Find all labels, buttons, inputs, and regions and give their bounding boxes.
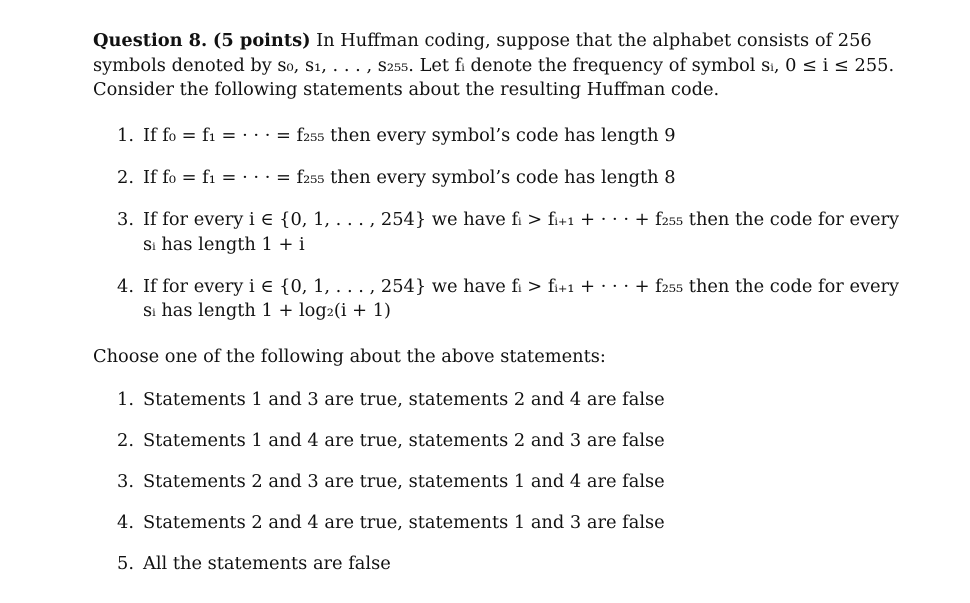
statement-text-line-2: sᵢ has length 1 + log₂(i + 1) [143, 300, 391, 321]
statement-text: If f₀ = f₁ = · · · = f₂₅₅ then every symbol’s code has length 8 [143, 167, 676, 188]
choice-text: Statements 1 and 4 are true, statements 2 and 3 are false [143, 430, 665, 451]
statement-text-line-2: sᵢ has length 1 + i [143, 233, 305, 255]
statement-4 [93, 275, 913, 324]
choice-1[interactable] [93, 388, 913, 413]
choice-2[interactable] [93, 429, 913, 454]
choice-text: Statements 2 and 3 are true, statements 1 and 4 are false [143, 471, 665, 492]
statement-1 [93, 124, 913, 149]
statement-number: 4. [117, 275, 134, 297]
statement-list [93, 124, 913, 341]
statement-text-line-1: If for every i ∈ {0, 1, . . . , 254} we have fᵢ > fᵢ₊₁ + · · · + f₂₅₅ then the code for every [143, 275, 900, 297]
question-page [93, 0, 913, 603]
choice-number: 5. [117, 553, 134, 574]
intro-line-3: Consider the following statements about the resulting Huffman code. [93, 79, 720, 100]
question-points: (5 points) [212, 30, 311, 51]
statement-number: 2. [117, 167, 134, 188]
choice-5[interactable] [93, 552, 913, 577]
question-label: Question 8. [93, 30, 208, 51]
intro-line-1 [93, 29, 913, 54]
question-intro [93, 29, 913, 103]
statement-2 [93, 166, 913, 191]
statement-number: 1. [117, 125, 134, 146]
choice-text: Statements 2 and 4 are true, statements 1 and 3 are false [143, 512, 665, 533]
choice-4[interactable] [93, 511, 913, 536]
statement-3 [93, 208, 913, 257]
statement-number: 3. [117, 209, 134, 230]
intro-line-2: symbols denoted by s₀, s₁, . . . , s₂₅₅. Let fᵢ denote the frequency of symbol sᵢ, 0 ≤ i ≤ 255. [93, 54, 895, 76]
choice-number: 3. [117, 471, 134, 492]
choice-list [93, 388, 913, 593]
choice-number: 2. [117, 430, 134, 451]
choice-number: 1. [117, 389, 134, 410]
choose-prompt: Choose one of the following about the above statements: [93, 346, 606, 367]
intro-text-1: In Huffman coding, suppose that the alphabet consists of 256 [316, 30, 872, 51]
choice-3[interactable] [93, 470, 913, 495]
statement-text-line-1: If for every i ∈ {0, 1, . . . , 254} we have fᵢ > fᵢ₊₁ + · · · + f₂₅₅ then the code for every [143, 209, 900, 230]
choice-number: 4. [117, 512, 134, 533]
choice-text: All the statements are false [143, 553, 391, 574]
statement-text: If f₀ = f₁ = · · · = f₂₅₅ then every symbol’s code has length 9 [143, 125, 676, 146]
choice-text: Statements 1 and 3 are true, statements 2 and 4 are false [143, 389, 665, 410]
